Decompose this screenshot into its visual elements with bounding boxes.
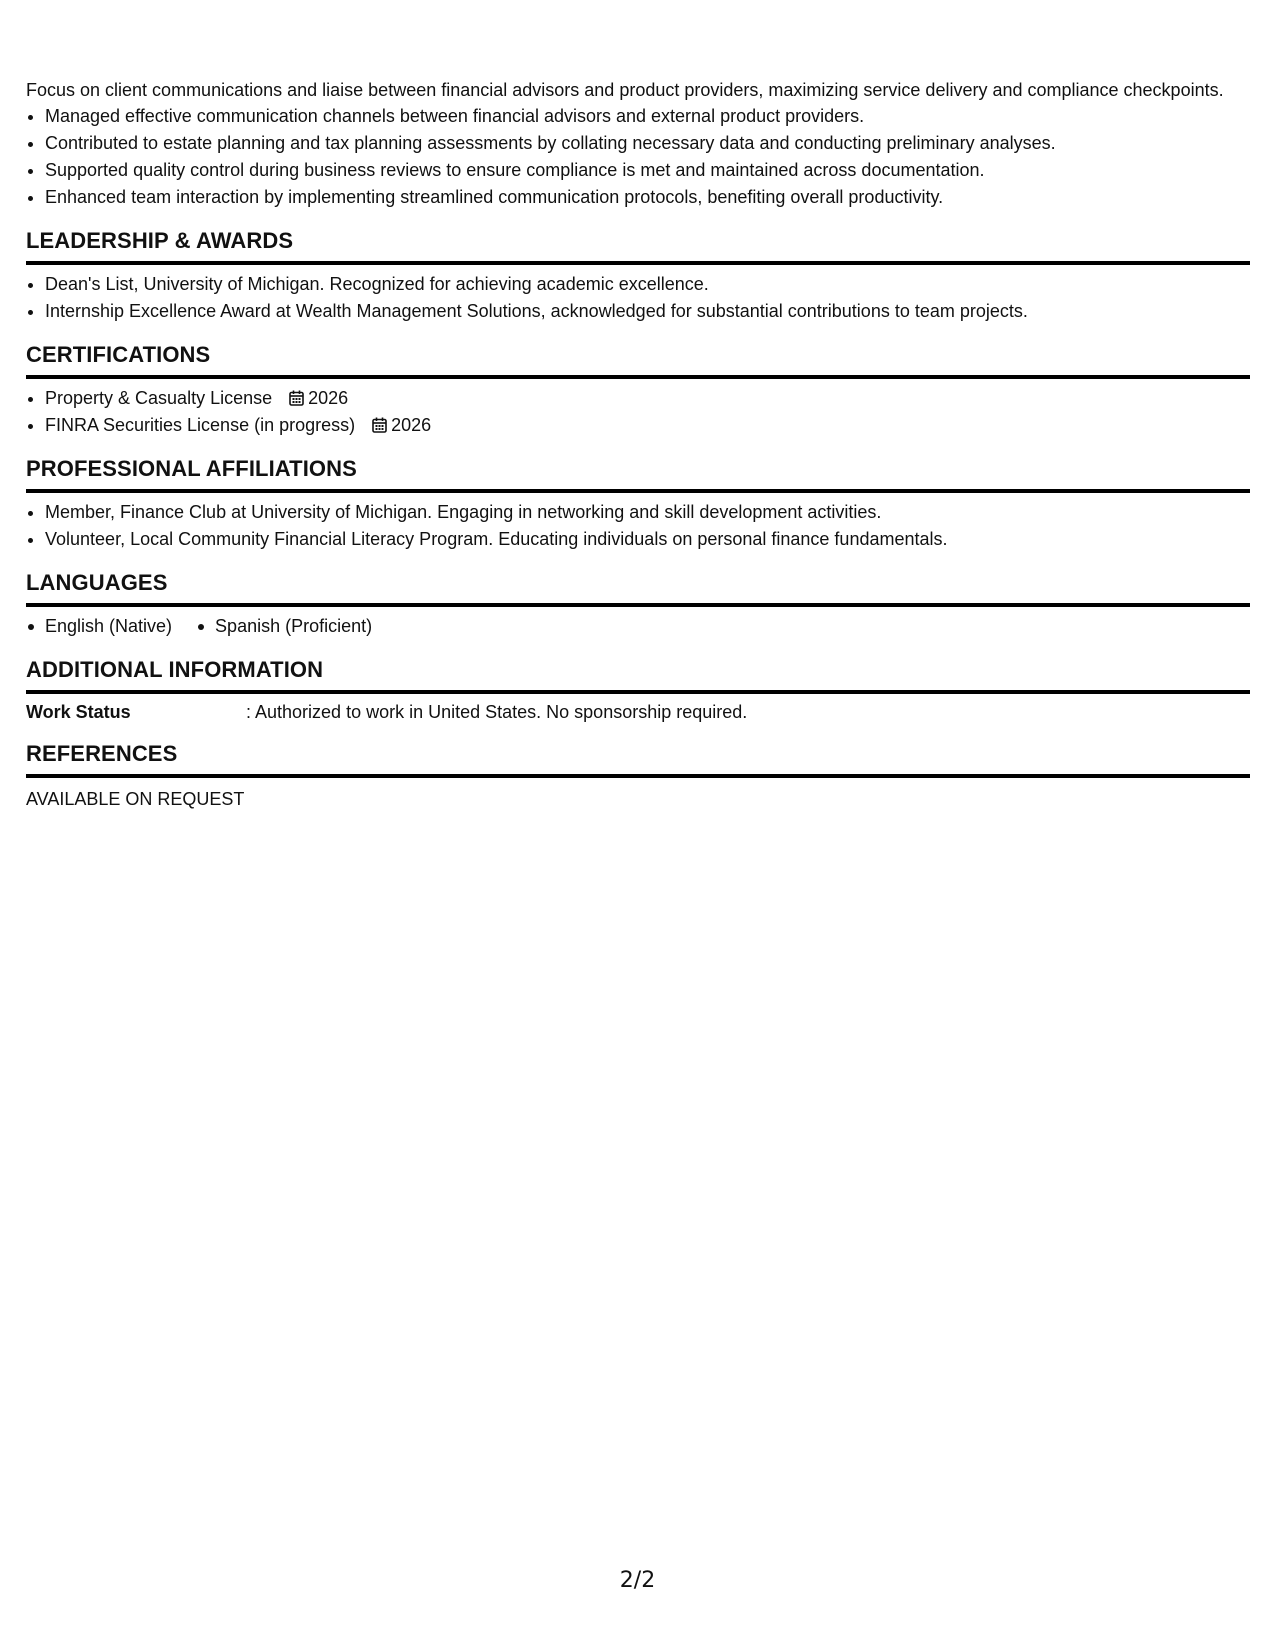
section-divider [26,603,1250,607]
certification-item [45,385,1250,412]
list-item: • Supported quality control during business reviews to ensure compliance is met and maintained across documentation. [45,157,1250,184]
section-divider [26,375,1250,379]
certification-name: FINRA Securities License (in progress) [45,415,356,435]
section-divider [26,261,1250,265]
list-item: • Internship Excellence Award at Wealth Management Solutions, acknowledged for substantial contributions to team projects. [45,298,1250,325]
references-section [26,741,1250,811]
work-status-row [26,700,1250,724]
language-item: English (Native) [26,613,172,640]
section-title: LEADERSHIP & AWARDS [26,228,294,253]
affiliations-section [26,456,1250,553]
section-divider [26,690,1250,694]
certifications-section [26,342,1250,439]
languages-list [26,613,1250,640]
certification-item [45,412,1250,439]
experience-continuation [26,78,1250,211]
language-item: Spanish (Proficient) [196,613,372,640]
list-item: • Dean's List, University of Michigan. Recognized for achieving academic excellence. [45,271,1250,298]
section-divider [26,489,1250,493]
experience-bullets [26,103,1250,211]
work-status-value: : Authorized to work in United States. No sponsorship required. [246,702,748,722]
section-title: CERTIFICATIONS [26,342,211,367]
experience-summary: Focus on client communications and liaise between financial advisors and product providers, maximizing service delivery and compliance checkpoints. [26,80,1224,100]
calendar-icon [372,417,387,433]
resume-page [26,78,1250,811]
affiliations-list [26,499,1250,553]
section-title: ADDITIONAL INFORMATION [26,657,324,682]
list-item: • Enhanced team interaction by implementing streamlined communication protocols, benefiting overall productivity. [45,184,1250,211]
work-status-label: Work Status [26,702,131,722]
list-item: • Volunteer, Local Community Financial Literacy Program. Educating individuals on personal finance fundamentals. [45,526,1250,553]
certification-date [289,385,348,412]
certification-name: Property & Casualty License [45,388,273,408]
leadership-list [26,271,1250,325]
languages-section [26,570,1250,640]
section-title: REFERENCES [26,741,178,766]
references-text: AVAILABLE ON REQUEST [26,789,245,809]
certifications-list [26,385,1250,439]
section-title: LANGUAGES [26,570,168,595]
calendar-icon [289,390,304,406]
additional-info-section [26,657,1250,724]
section-title: PROFESSIONAL AFFILIATIONS [26,456,357,481]
certification-year: 2026 [308,388,349,408]
section-divider [26,774,1250,778]
list-item: • Member, Finance Club at University of Michigan. Engaging in networking and skill development activities. [45,499,1250,526]
certification-year: 2026 [391,415,432,435]
page-number: 2/2 [619,1568,656,1593]
list-item: • Managed effective communication channels between financial advisors and external product providers. [45,103,1250,130]
list-item: • Contributed to estate planning and tax planning assessments by collating necessary data and conducting preliminary analyses. [45,130,1250,157]
leadership-section [26,228,1250,325]
certification-date [372,412,431,439]
